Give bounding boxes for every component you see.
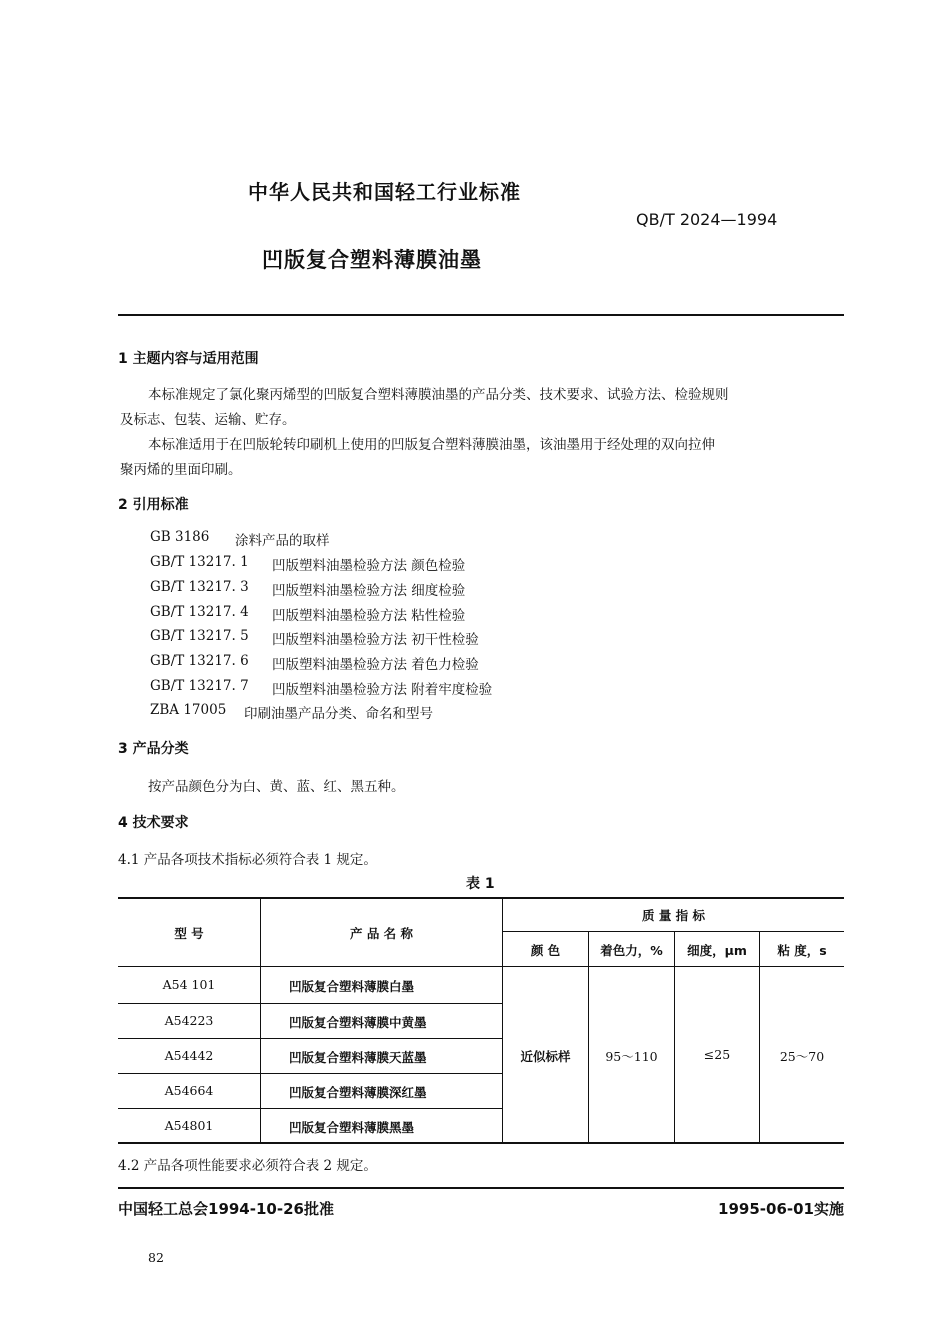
table-row-line	[118, 1073, 502, 1074]
table-row-line	[118, 1038, 502, 1039]
ref-title: 凹版塑料油墨检验方法 附着牢度检验	[272, 682, 493, 698]
standard-category: 中华人民共和国轻工行业标准	[248, 180, 521, 204]
ref-title: 凹版塑料油墨检验方法 细度检验	[272, 583, 466, 599]
cell-product-name: 凹版复合塑料薄膜黑墨	[289, 1120, 415, 1135]
page-number: 82	[148, 1250, 164, 1265]
cell-product-name: 凹版复合塑料薄膜中黄墨	[289, 1015, 427, 1030]
table-caption: 表 1	[466, 876, 495, 892]
section-4-heading: 4 技术要求	[118, 815, 189, 831]
table-col-divider	[759, 931, 760, 1143]
ref-code: GB/T 13217. 5	[150, 628, 249, 644]
ref-code: GB/T 13217. 7	[150, 678, 249, 694]
section-1-para-2-line-1: 本标准适用于在凹版轮转印刷机上使用的凹版复合塑料薄膜油墨，该油墨用于经处理的双向拉伸	[148, 437, 715, 453]
footer-rule	[118, 1187, 844, 1189]
ref-title: 凹版塑料油墨检验方法 初干性检验	[272, 632, 479, 648]
ref-title: 凹版塑料油墨检验方法 粘性检验	[272, 608, 466, 624]
cell-tinting-value: 95～110	[605, 1049, 658, 1064]
ref-title: 凹版塑料油墨检验方法 着色力检验	[272, 657, 479, 673]
section-3-heading: 3 产品分类	[118, 741, 189, 757]
header-model: 型 号	[174, 926, 204, 941]
cell-model: A54664	[164, 1083, 214, 1098]
table-top-border	[118, 897, 844, 899]
cell-model: A54801	[164, 1118, 214, 1133]
header-fineness: 细度，μm	[687, 943, 747, 958]
document-title: 凹版复合塑料薄膜油墨	[262, 248, 482, 272]
cell-product-name: 凹版复合塑料薄膜深红墨	[289, 1085, 427, 1100]
cell-model: A54223	[164, 1013, 214, 1028]
cell-model: A54442	[164, 1048, 214, 1063]
ref-code: GB/T 13217. 6	[150, 653, 249, 669]
approval-info: 中国轻工总会1994-10-26批准	[118, 1200, 334, 1218]
table-row-line	[118, 1108, 502, 1109]
table-row-line	[118, 1003, 502, 1004]
ref-title: 凹版塑料油墨检验方法 颜色检验	[272, 558, 466, 574]
header-tinting-strength: 着色力，%	[600, 943, 663, 958]
cell-model: A54 101	[162, 977, 216, 992]
ref-code: GB/T 13217. 1	[150, 554, 249, 570]
header-quality-index: 质 量 指 标	[641, 908, 706, 923]
ref-title: 涂料产品的取样	[235, 533, 330, 549]
standard-number: QB/T 2024—1994	[636, 210, 778, 229]
section-3-text: 按产品颜色分为白、黄、蓝、红、黑五种。	[148, 779, 405, 795]
cell-product-name: 凹版复合塑料薄膜天蓝墨	[289, 1050, 427, 1065]
section-1-para-2-line-2: 聚丙烯的里面印刷。	[120, 462, 242, 478]
cell-color-value: 近似标样	[520, 1049, 571, 1064]
header-product-name: 产 品 名 称	[349, 926, 414, 941]
header-viscosity: 粘 度，s	[777, 943, 827, 958]
cell-fineness-value: ≤25	[703, 1047, 731, 1062]
section-1-para-1-line-1: 本标准规定了氯化聚丙烯型的凹版复合塑料薄膜油墨的产品分类、技术要求、试验方法、检验规则	[148, 387, 729, 403]
cell-product-name: 凹版复合塑料薄膜白墨	[289, 979, 415, 994]
clause-4-2: 4.2 产品各项性能要求必须符合表 2 规定。	[118, 1158, 377, 1174]
header-rule	[118, 314, 844, 316]
table-col-divider	[502, 897, 503, 1143]
ref-code: GB/T 13217. 4	[150, 604, 249, 620]
header-color: 颜 色	[530, 943, 561, 958]
section-1-heading: 1 主题内容与适用范围	[118, 351, 259, 367]
table-sub-header-line	[502, 931, 844, 932]
ref-code: GB 3186	[150, 529, 210, 545]
section-2-heading: 2 引用标准	[118, 497, 189, 513]
section-1-para-1-line-2: 及标志、包装、运输、贮存。	[120, 412, 296, 428]
implementation-date: 1995-06-01实施	[718, 1200, 844, 1218]
table-header-bottom-line	[118, 966, 844, 967]
ref-code: ZBA 17005	[150, 702, 227, 718]
table-col-divider	[674, 931, 675, 1143]
cell-viscosity-value: 25～70	[779, 1049, 825, 1064]
table-col-divider	[588, 931, 589, 1143]
table-bottom-border	[118, 1142, 844, 1144]
ref-title: 印刷油墨产品分类、命名和型号	[244, 706, 433, 722]
clause-4-1: 4.1 产品各项技术指标必须符合表 1 规定。	[118, 852, 377, 868]
ref-code: GB/T 13217. 3	[150, 579, 249, 595]
